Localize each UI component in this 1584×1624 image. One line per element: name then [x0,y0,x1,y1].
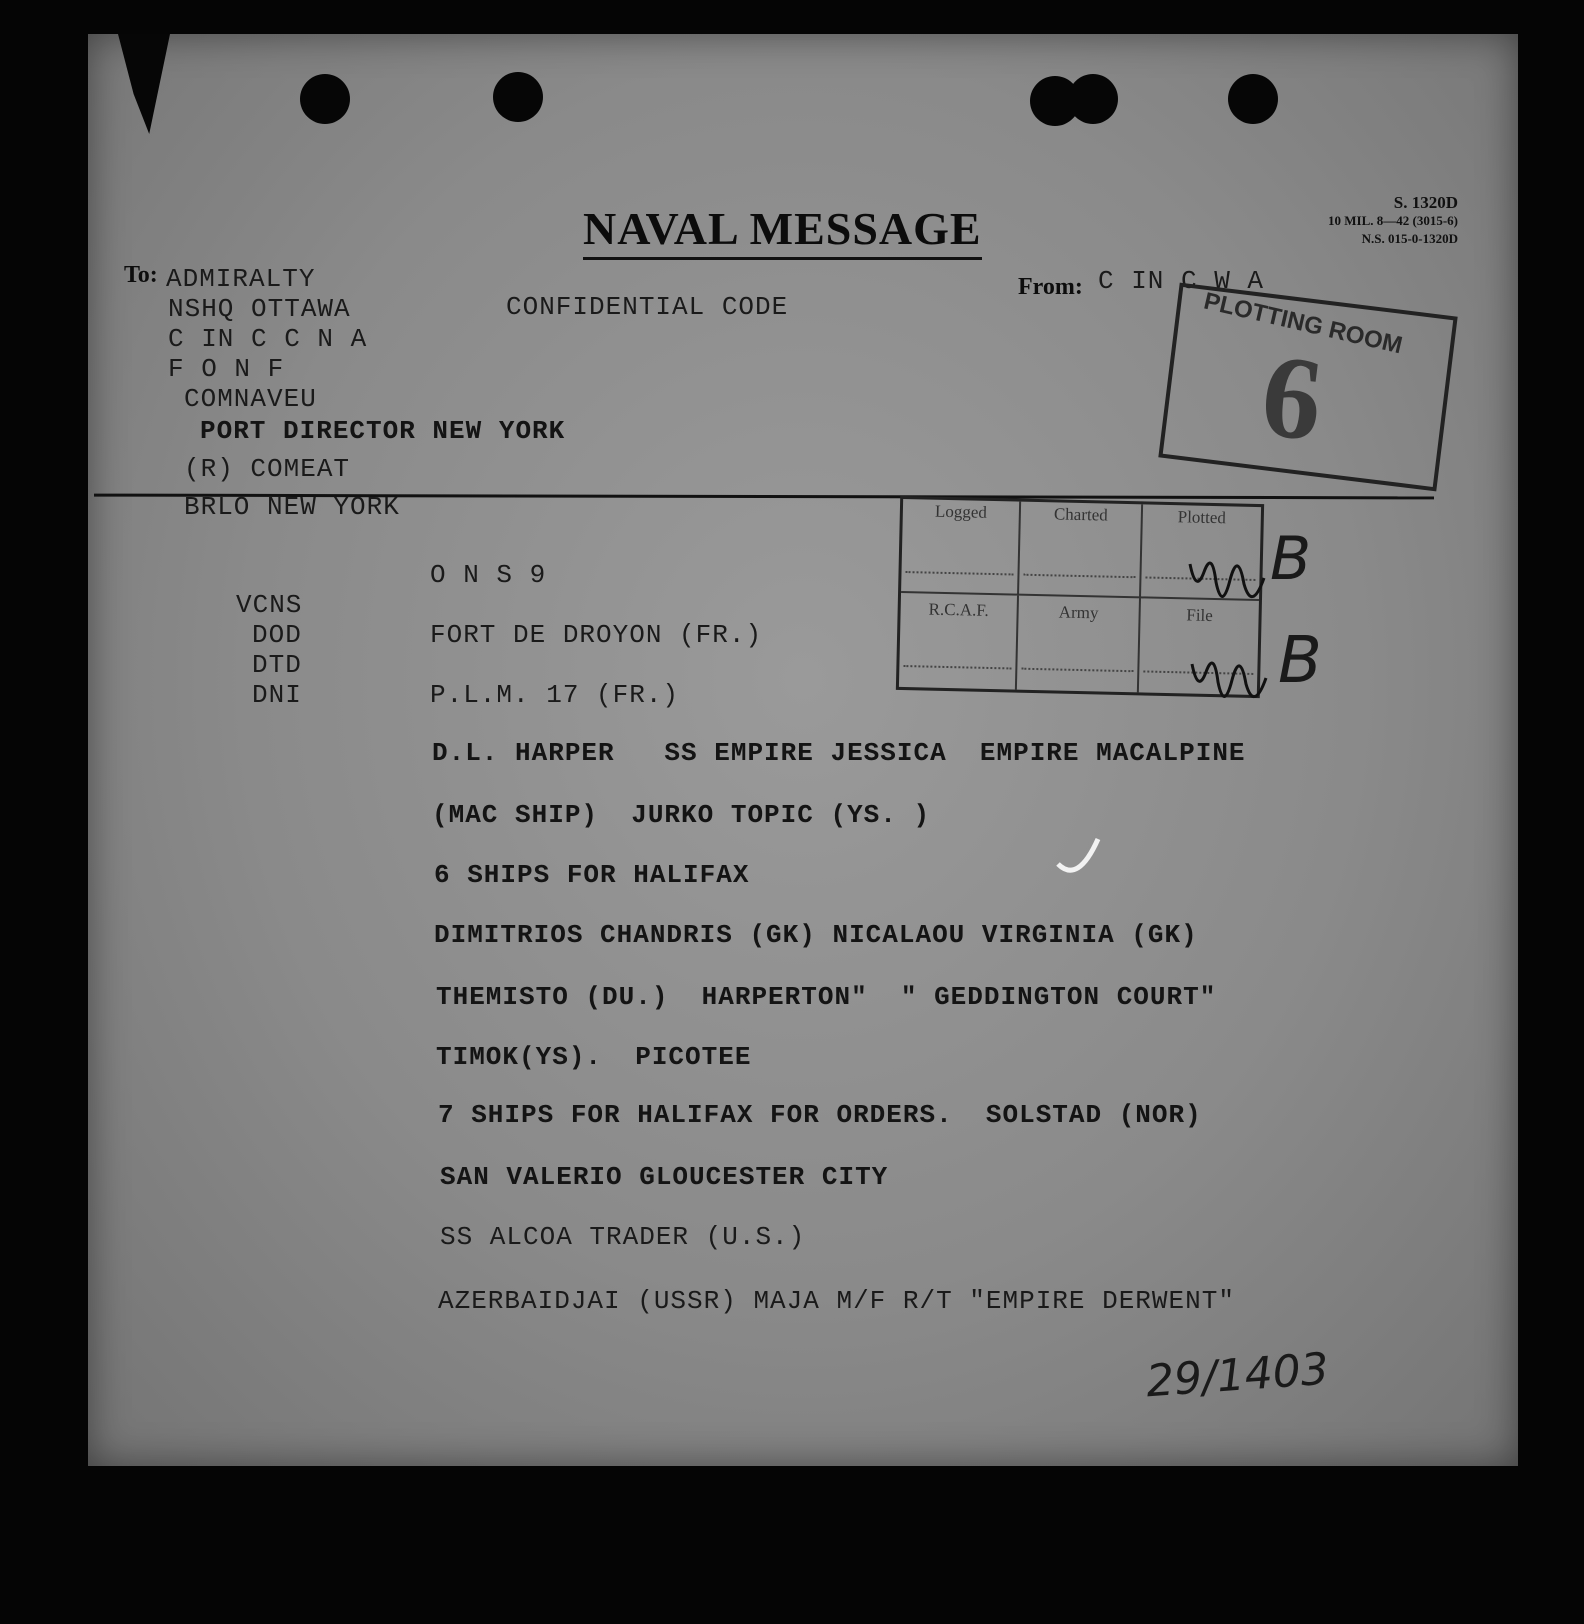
form-number-line: 10 MIL. 8—42 (3015-6) [1328,213,1458,228]
addressee: F O N F [168,354,285,384]
addressee: C IN C C N A [168,324,368,354]
routing-cell-label: Logged [934,501,988,522]
stamp-number: 6 [1254,329,1330,467]
from-value: C IN C W A [1098,266,1265,296]
punch-hole [1228,74,1278,124]
date-time-group: 29/1403 [1144,1343,1331,1408]
addressee: BRLO NEW YORK [184,492,400,522]
body-line: SS ALCOA TRADER (U.S.) [440,1222,806,1252]
punch-hole [1068,74,1118,124]
addressee: NSHQ OTTAWA [168,294,351,324]
body-line: DIMITRIOS CHANDRIS (GK) NICALAOU VIRGINIA (GK) [434,920,1198,950]
routing-cell-label: R.C.A.F. [928,599,989,620]
prefix: DTD [252,650,302,680]
body-line: 7 SHIPS FOR HALIFAX FOR ORDERS. SOLSTAD (NOR) [438,1100,1202,1130]
routing-cell [1139,598,1259,695]
routing-cell [899,593,1019,690]
addressee: PORT DIRECTOR NEW YORK [200,416,566,446]
convoy-number: O N S 9 [430,560,547,590]
routing-cell-label: File [1186,605,1214,626]
paper-mark [1053,834,1113,884]
prefix: DNI [252,680,302,710]
page-title: NAVAL MESSAGE [583,202,982,260]
routing-cell [1141,504,1261,601]
routing-cell [1019,502,1143,599]
punch-hole [300,74,350,124]
form-number [1328,194,1458,248]
initials-b: B [1278,624,1322,698]
form-number-line: N.S. 015-0-1320D [1361,231,1458,246]
torn-corner [118,34,170,134]
body-line: (MAC SHIP) JURKO TOPIC (YS. ) [432,800,931,830]
body-line: 6 SHIPS FOR HALIFAX [434,860,750,890]
to-label: To: [124,262,158,288]
punch-hole [493,72,543,122]
classification: CONFIDENTIAL CODE [506,292,789,322]
stamp-label: PLOTTING ROOM [1201,287,1405,360]
prefix: DOD [252,620,302,650]
from-label: From: [1018,274,1083,300]
form-number-line: S. 1320D [1393,193,1458,212]
message-sheet [88,34,1518,1466]
plotting-room-stamp [1158,283,1457,492]
addressee: ADMIRALTY [166,264,316,294]
addressee: COMNAVEU [184,384,317,414]
routing-cell-label: Army [1058,602,1099,623]
body-line: FORT DE DROYON (FR.) [430,620,763,650]
body-line: SAN VALERIO GLOUCESTER CITY [440,1162,889,1192]
routing-cell-label: Charted [1053,504,1108,525]
routing-cell [901,499,1021,596]
body-line: D.L. HARPER SS EMPIRE JESSICA EMPIRE MACALPINE [432,738,1246,768]
routing-box [896,496,1264,698]
addressee: (R) COMEAT [184,454,351,484]
body-line: THEMISTO (DU.) HARPERTON" " GEDDINGTON COURT" [436,982,1217,1012]
body-line: P.L.M. 17 (FR.) [430,680,680,710]
prefix: VCNS [236,590,303,620]
initials-b: B [1270,524,1312,594]
body-line: AZERBAIDJAI (USSR) MAJA M/F R/T "EMPIRE DERWENT" [438,1286,1235,1316]
routing-cell [1017,596,1141,693]
body-line: TIMOK(YS). PICOTEE [436,1042,752,1072]
routing-cell-label: Plotted [1177,507,1227,528]
